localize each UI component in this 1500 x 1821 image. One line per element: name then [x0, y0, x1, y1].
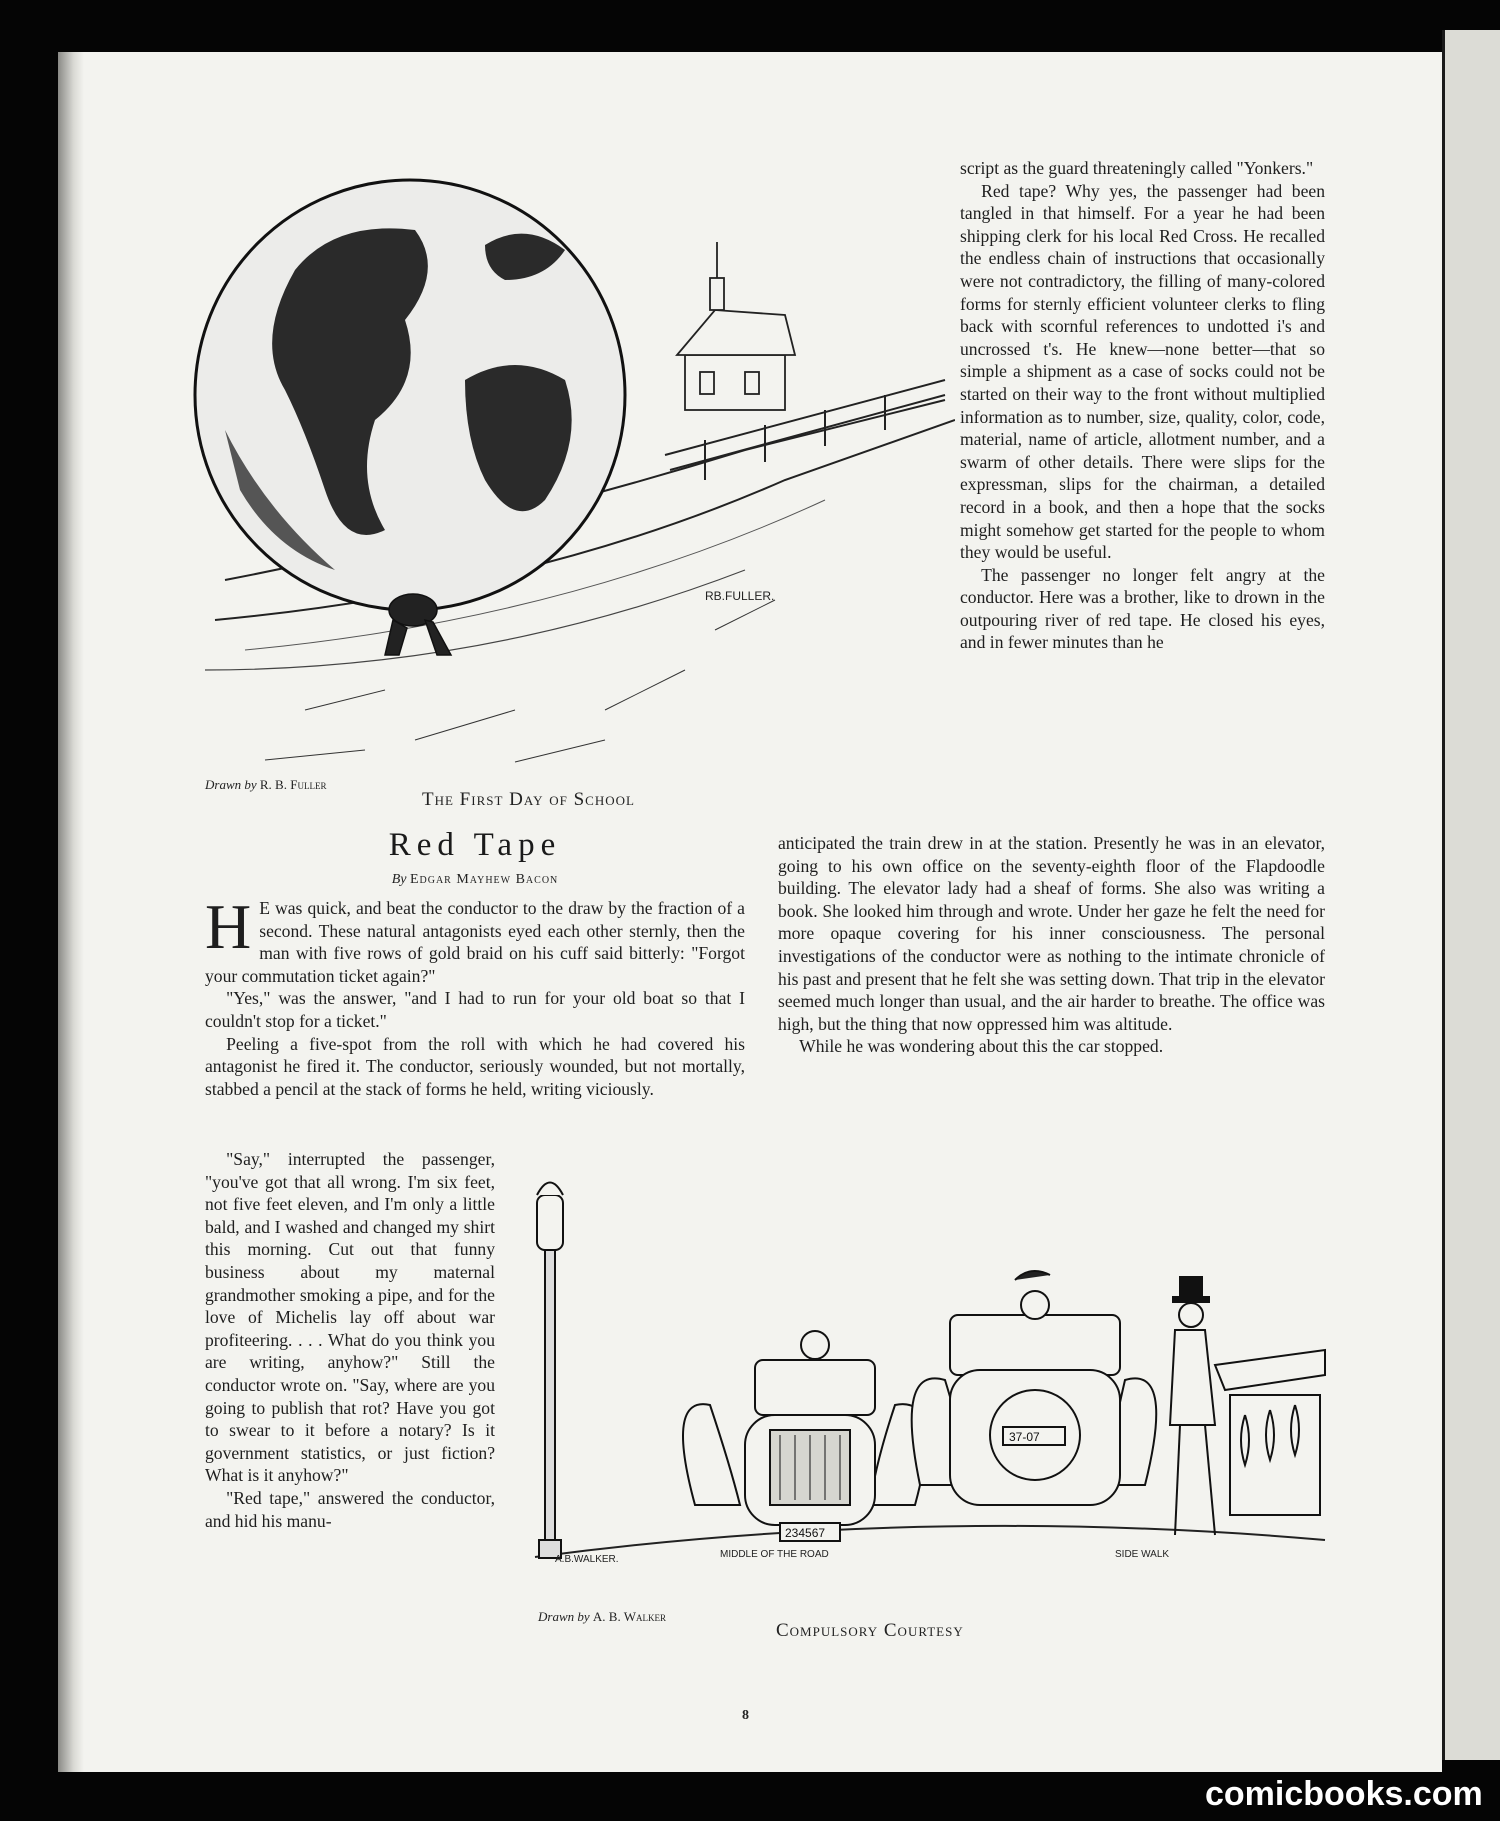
- paragraph: "Say," interrupted the passenger, "you've got that all wrong. I'm six feet, not five feet eleven, and I'm only a little bald, and I washed and changed my shirt this morning. Cut out that funny business about my maternal grandmother smoking a pipe, and for the love of Michelis lay off about war profiteering. . . . What do you think you are writing, anyhow?" Still the conductor wrote on. "Say, where are you going to publish that rot? Have you got to swear to it before a notary? Is it government statistics, or just fiction? What is it anyhow?": [205, 1149, 495, 1486]
- left-column-text: [205, 891, 745, 1100]
- right-license-plate: 37-07: [1009, 1430, 1040, 1444]
- paragraph: H E was quick, and beat the conductor to the draw by the fraction of a second. These natural antagonists eyed each other sternly, then the man with five rows of gold braid on his cuff said bitterly: "Forgot your commutation ticket again?": [205, 891, 745, 986]
- right-column-bottom-text: [778, 832, 1325, 1058]
- credit-prefix: Drawn by: [538, 1609, 590, 1624]
- article-title: Red Tape: [388, 827, 562, 863]
- paragraph: "Red tape," answered the conductor, and hid his manu-: [205, 1487, 495, 1531]
- byline-prefix: By: [391, 872, 407, 887]
- facing-page-strip: [1445, 30, 1500, 1760]
- drop-cap: H: [205, 891, 252, 962]
- svg-text:RB.FULLER.: RB.FULLER.: [705, 589, 775, 603]
- paragraph: script as the guard threateningly called "Yonkers.": [960, 158, 1314, 178]
- page-gutter-shadow: [58, 52, 84, 1772]
- cars-illustration: [525, 1165, 1330, 1575]
- paragraph: The passenger no longer felt angry at the conductor. Here was a brother, like to drown in the outpouring river of red tape. He closed his eyes, and in fewer minutes than he: [960, 564, 1325, 653]
- watermark: comicbooks.com: [1205, 1775, 1483, 1813]
- paragraph: While he was wondering about this the car stopped.: [799, 1036, 1164, 1057]
- bottom-figure-caption: Compulsory Courtesy: [776, 1620, 964, 1641]
- paragraph: anticipated the train drew in at the station. Presently he was in an elevator, going to his own office on the seventy-eighth floor of the Flapdoodle building. The elevator lady had a sheaf of forms. She also was writing a book. She looked him through and wrote. Under her gaze he felt the need for more opaque covering for his inner consciousness. The personal investigations of the conductor were as nothing to the intimate chronicle of his past and present that he felt she was setting down. That trip in the elevator seemed much longer than usual, and the air harder to breathe. The office was high, but the thing that now oppressed him was altitude.: [778, 833, 1325, 1034]
- top-figure-credit: [205, 777, 326, 793]
- middle-of-road-label: MIDDLE OF THE ROAD: [720, 1549, 829, 1560]
- top-figure-caption: The First Day of School: [422, 789, 635, 810]
- right-column-top-text: [960, 157, 1325, 654]
- credit-prefix: Drawn by: [205, 777, 257, 792]
- article-byline: [345, 872, 605, 888]
- sidewalk-label: SIDE WALK: [1115, 1549, 1170, 1560]
- paragraph: "Yes," was the answer, "and I had to run for your old boat so that I couldn't stop for a ticket.": [205, 988, 745, 1031]
- byline-name: Edgar Mayhew Bacon: [409, 872, 559, 887]
- credit-name: R. B. Fuller: [259, 777, 327, 792]
- left-license-plate: 234567: [785, 1526, 826, 1540]
- credit-name: A. B. Walker: [592, 1609, 666, 1624]
- page-number: 8: [742, 1708, 749, 1723]
- globe-illustration: [185, 150, 955, 770]
- narrow-column-text: [205, 1148, 495, 1532]
- paragraph: Red tape? Why yes, the passenger had been tangled in that himself. For a year he had been shipping clerk for his local Red Cross. He recalled the endless chain of instructions that occasionally were not contradictory, the filling of many-colored forms for sternly efficient volunteer clerks to fling back with scornful references to undotted i's and uncrossed t's. He knew—none better—that so simple a shipment as a case of socks could not be started on their way to the front without multiplied information as to number, size, quality, color, code, material, name of article, allotment number, and a swarm of other details. There were slips for the expressman, slips for the chairman, a detailed record in a book, and then a hope that the socks might somehow get started for the people to whom they would be useful.: [960, 180, 1325, 563]
- paragraph: Peeling a five-spot from the roll with which he had covered his antagonist he fired it. The conductor, seriously wounded, but not mortally, stabbed a pencil at the stack of forms he held, writing viciously.: [205, 1033, 745, 1099]
- bottom-figure-credit: [538, 1609, 666, 1625]
- svg-text:A.B.WALKER.: A.B.WALKER.: [555, 1554, 619, 1565]
